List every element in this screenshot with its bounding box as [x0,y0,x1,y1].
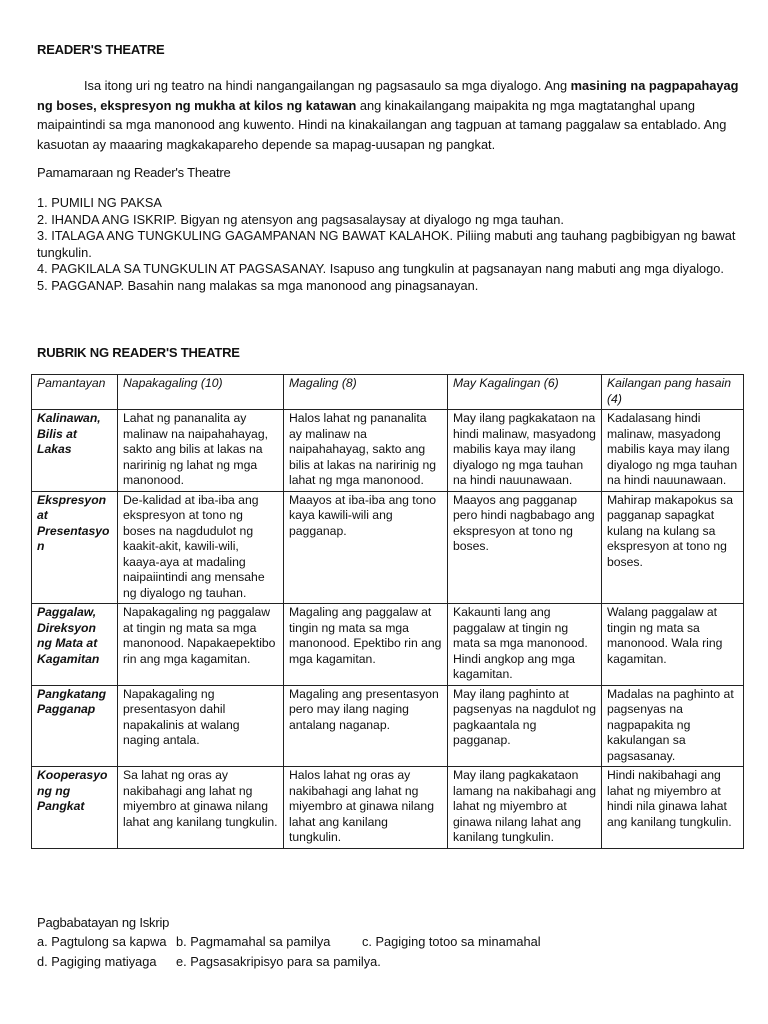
option-item: d. Pagiging matiyaga [37,954,157,969]
intro-text-2: ang kinakailangang maipakita ng mga magtatanghal upang maipaintindi sa mga manonood ang kuwento. Hindi na kinakailangan ang tagpuan at tamang paggalaw sa entablado. Ang kasuotan ay maaaring magkakapareho depende sa mapag-uusapan ng pangkat. [37,97,727,152]
page-title: READER'S THEATRE [37,42,165,57]
table-cell: Maayos at iba-iba ang tono kaya kawili-wili ang pagganap. [284,491,448,604]
table-cell: Halos lahat ng pananalita ay malinaw na naipahahayag, sakto ang bilis at lakas na naririnig ng lahat ng mga manonood. [284,410,448,492]
table-cell: Kakaunti lang ang paggalaw at tingin ng mata sa mga manonood. Hindi angkop ang mga kagamitan. [448,604,602,686]
step-item: 3. ITALAGA ANG TUNGKULING GAGAMPANAN NG BAWAT KALAHOK. Piliing mabuti ang tauhang pagbibigyan ng bawat tungkulin. [37,228,736,260]
header-cell: Pamantayan [32,375,118,410]
option-item: a. Pagtulong sa kapwa [37,934,167,949]
pamamaraan-heading: Pamamaraan ng Reader's Theatre [37,165,231,180]
criterion-cell: Ekspresyon at Presentasyo n [32,491,118,604]
table-row [32,604,744,686]
rubric-heading: RUBRIK NG READER'S THEATRE [37,345,240,360]
criterion-cell: Kooperasyo ng ng Pangkat [32,767,118,849]
table-row [32,491,744,604]
table-cell: May ilang pagkakataon lamang na nakibahagi ang lahat ng miyembro at ginawa nilang lahat ang kanilang tungkulin. [448,767,602,849]
table-cell: May ilang paghinto at pagsenyas na nagdulot ng pagkaantala ng pagganap. [448,685,602,767]
table-row [32,767,744,849]
table-cell: Napakagaling ng presentasyon dahil napakalinis at walang naging antala. [118,685,284,767]
table-cell: Sa lahat ng oras ay nakibahagi ang lahat ng miyembro at ginawa nilang lahat ang kanilang tungkulin. [118,767,284,849]
header-cell: Napakagaling (10) [118,375,284,410]
iskrip-heading: Pagbabatayan ng Iskrip [37,915,170,930]
table-cell: De-kalidad at iba-iba ang ekspresyon at tono ng boses na nagdudulot ng kaakit-akit, kawili-wili, kaaya-aya at madaling naipaiintindi ang mensahe ng diyalogo ng tauhan. [118,491,284,604]
steps-list [37,195,737,294]
intro-text-1: Isa itong uri ng teatro na hindi nangangailangan ng pagsasaulo sa mga diyalogo. Ang [84,78,571,93]
table-cell: Lahat ng pananalita ay malinaw na naipahahayag, sakto ang bilis at lakas na naririnig ng lahat ng mga manonood. [118,410,284,492]
step-item: 5. PAGGANAP. Basahin nang malakas sa mga manonood ang pinagsanayan. [37,277,479,293]
rubric-table [31,374,744,849]
criterion-cell: Kalinawan, Bilis at Lakas [32,410,118,492]
header-cell: Kailangan pang hasain (4) [602,375,744,410]
table-cell: Hindi nakibahagi ang lahat ng miyembro at hindi nila ginawa lahat ang kanilang tungkulin. [602,767,744,849]
option-item: b. Pagmamahal sa pamilya [176,934,331,949]
step-item: 2. IHANDA ANG ISKRIP. Bigyan ng atensyon ang pagsasalaysay at diyalogo ng mga tauhan. [37,211,564,227]
rubric-header-row [32,375,744,410]
table-cell: Maayos ang pagganap pero hindi nagbabago ang ekspresyon at tono ng boses. [448,491,602,604]
header-cell: May Kagalingan (6) [448,375,602,410]
table-cell: Madalas na paghinto at pagsenyas na nagpapakita ng kakulangan sa pagsasanay. [602,685,744,767]
intro-bold-text: masining na pagpapahayag ng boses, ekspresyon ng mukha at kilos ng katawan [37,78,739,113]
table-cell: Walang paggalaw at tingin ng mata sa manonood. Wala ring kagamitan. [602,604,744,686]
option-item: c. Pagiging totoo sa minamahal [362,934,541,949]
table-cell: May ilang pagkakataon na hindi malinaw, masyadong mabilis kaya may ilang diyalogo ng mga tauhan na hindi nauunawaan. [448,410,602,492]
criterion-cell: Pangkatang Pagganap [32,685,118,767]
option-item: e. Pagsasakripisyo para sa pamilya. [176,954,381,969]
table-cell: Kadalasang hindi malinaw, masyadong mabilis kaya may ilang diyalogo ng mga tauhan na hindi nauunawaan. [602,410,744,492]
table-cell: Magaling ang paggalaw at tingin ng mata sa mga manonood. Epektibo rin ang mga kagamitan. [284,604,448,686]
header-cell: Magaling (8) [284,375,448,410]
step-item: 1. PUMILI NG PAKSA [37,195,162,210]
criterion-cell: Paggalaw, Direksyon ng Mata at Kagamitan [32,604,118,686]
table-cell: Halos lahat ng oras ay nakibahagi ang lahat ng miyembro at ginawa nilang lahat ang kanilang tungkulin. [284,767,448,849]
table-cell: Mahirap makapokus sa pagganap sapagkat kulang na kulang sa ekspresyon at tono ng boses. [602,491,744,604]
table-cell: Magaling ang presentasyon pero may ilang naging antalang naganap. [284,685,448,767]
table-row [32,685,744,767]
step-item: 4. PAGKILALA SA TUNGKULIN AT PAGSASANAY. Isapuso ang tungkulin at pagsanayan nang mabuti ang mga diyalogo. [37,261,724,276]
intro-paragraph [37,76,742,154]
table-cell: Napakagaling ng paggalaw at tingin ng mata sa mga manonood. Napakaepektibo rin ang mga kagamitan. [118,604,284,686]
table-row [32,410,744,492]
